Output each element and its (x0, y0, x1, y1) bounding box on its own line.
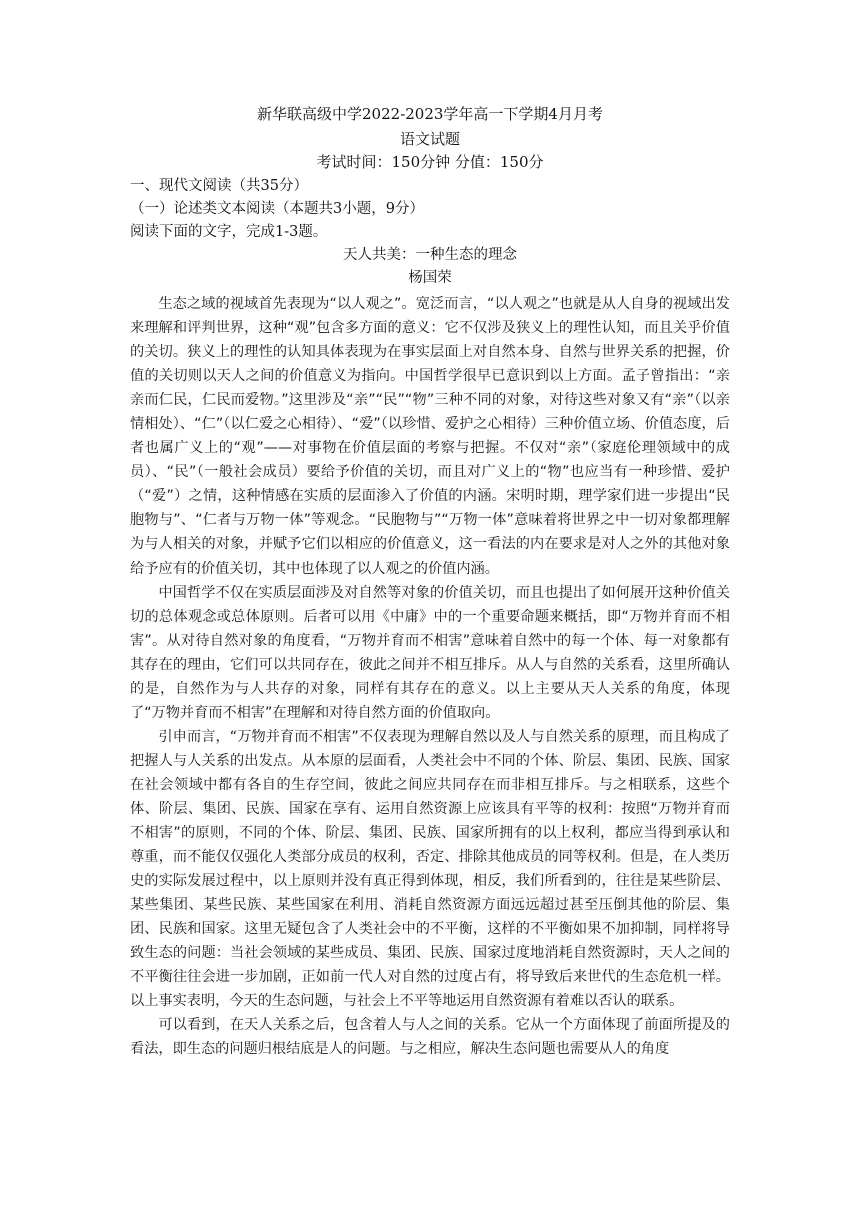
exam-school-title: 新华联高级中学2022-2023学年高一下学期4月月考 (257, 105, 603, 123)
reading-instruction: 阅读下面的文字，完成1-3题。 (130, 224, 328, 240)
subsection-heading-argumentative: （一）论述类文本阅读（本题共3小题，9分） (130, 201, 424, 217)
exam-time-score: 考试时间：150分钟 分值：150分 (316, 153, 544, 171)
section-heading-modern-reading: 一、现代文阅读（共35分） (130, 178, 308, 194)
article-body (130, 292, 730, 1062)
article-title: 天人共美：一种生态的理念 (343, 247, 517, 263)
article-paragraph: 引申而言，“万物并育而不相害”不仅表现为理解自然以及人与自然关系的原理，而且构成了把握人与人关系的出发点。从本原的层面看，人类社会中不同的个体、阶层、集团、民族、国家在社会领域中都有各自的生存空间，彼此之间应共同存在而非相互排斥。与之相联系，这些个体、阶层、集团、民族、国家在享有、运用自然资源上应该具有平等的权利：按照“万物并育而不相害”的原则，不同的个体、阶层、集团、民族、国家所拥有的以上权利，都应当得到承认和尊重，而不能仅仅强化人类部分成员的权利，否定、排除其他成员的同等权利。但是，在人类历史的实际发展过程中，以上原则并没有真正得到体现，相反，我们所看到的，往往是某些阶层、某些集团、某些民族、某些国家在利用、消耗自然资源方面远远超过甚至压倒其他的阶层、集团、民族和国家。这里无疑包含了人类社会中的不平衡，这样的不平衡如果不加抑制，同样将导致生态的问题：当社会领域的某些成员、集团、民族、国家过度地消耗自然资源时，天人之间的不平衡往往会进一步加剧，正如前一代人对自然的过度占有，将导致后来世代的生态危机一样。以上事实表明，今天的生态问题，与社会上不平等地运用自然资源有着难以否认的联系。 (130, 728, 730, 1010)
article-author: 杨国荣 (408, 270, 452, 286)
article-paragraph: 中国哲学不仅在实质层面涉及对自然等对象的价值关切，而且也提出了如何展开这种价值关切的总体观念或总体原则。后者可以用《中庸》中的一个重要命题来概括，即“万物并育而不相害”。从对待自然对象的角度看，“万物并育而不相害”意味着自然中的每一个体、每一对象都有其存在的理由，它们可以共同存在，彼此之间并不相互排斥。从人与自然的关系看，这里所确认的是，自然作为与人共存的对象，同样有其存在的意义。以上主要从天人关系的角度，体现了“万物并育而不相害”在理解和对待自然方面的价值取向。 (130, 584, 730, 721)
article-paragraph: 可以看到，在天人关系之后，包含着人与人之间的关系。它从一个方面体现了前面所提及的看法，即生态的问题归根结底是人的问题。与之相应，解决生态问题也需要从人的角度 (130, 1017, 730, 1058)
article-paragraph: 生态之域的视域首先表现为“以人观之”。宽泛而言，“以人观之”也就是从人自身的视域出发来理解和评判世界，这种“观”包含多方面的意义：它不仅涉及狭义上的理性认知，而且关乎价值的关切。狭义上的理性的认知具体表现为在事实层面上对自然本身、自然与世界关系的把握，价值的关切则以天人之间的价值意义为指向。中国哲学很早已意识到以上方面。孟子曾指出：“亲亲而仁民，仁民而爱物。”这里涉及“亲”“民”“物”三种不同的对象，对待这些对象又有“亲”（以亲情相处）、“仁”（以仁爱之心相待）、“爱”（以珍惜、爱护之心相待）三种价值立场、价值态度，后者也属广义上的“观”——对事物在价值层面的考察与把握。不仅对“亲”（家庭伦理领域中的成员）、“民”（一般社会成员）要给予价值的关切，而且对广义上的“物”也应当有一种珍惜、爱护（“爱”）之情，这种情感在实质的层面渗入了价值的内涵。宋明时期，理学家们进一步提出“民胞物与”、“仁者与万物一体”等观念。“民胞物与”“万物一体”意味着将世界之中一切对象都理解为与人相关的对象，并赋予它们以相应的价值意义，这一看法的内在要求是对人之外的其他对象给予应有的价值关切，其中也体现了以人观之的价值内涵。 (130, 296, 730, 577)
exam-subject-title: 语文试题 (399, 130, 460, 148)
